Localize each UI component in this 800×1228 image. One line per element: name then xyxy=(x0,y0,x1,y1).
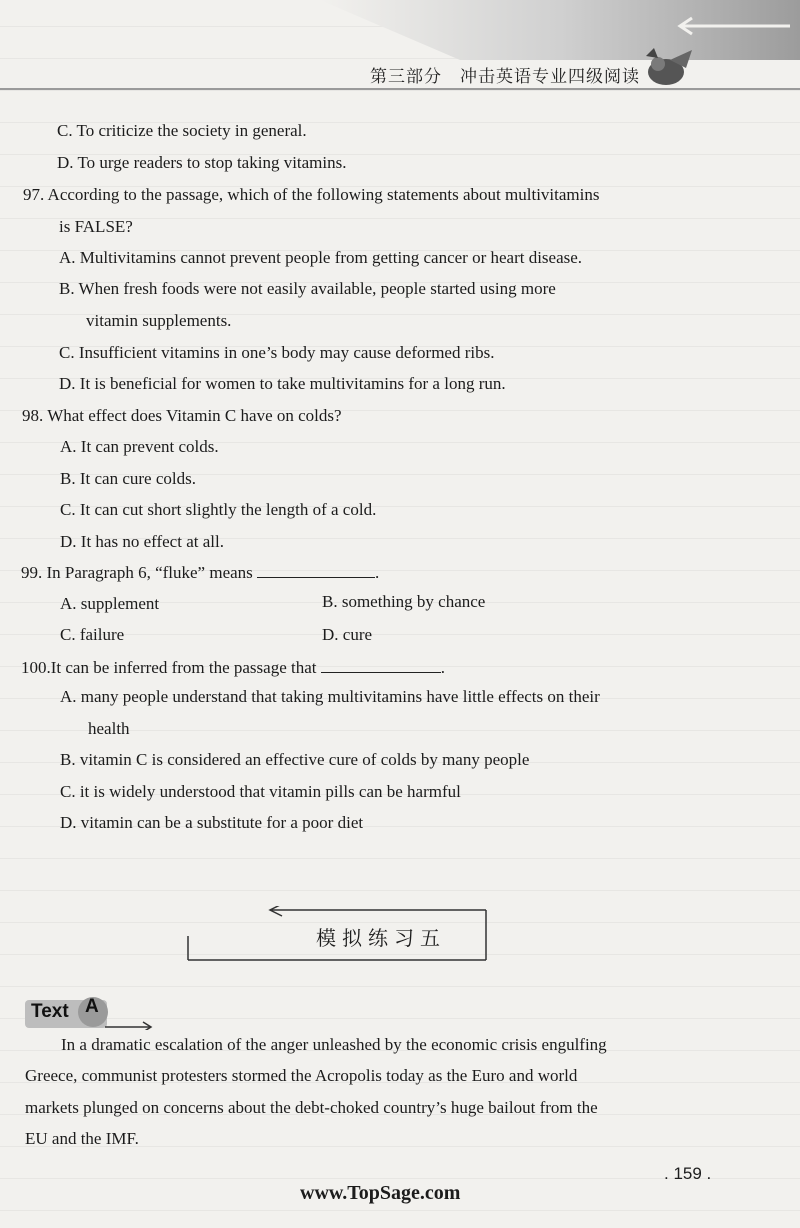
question-100-text: 100.It can be inferred from the passage that xyxy=(21,658,317,677)
text-letter: A xyxy=(85,996,99,1017)
question-99-text: 99. In Paragraph 6, “fluke” means xyxy=(21,563,253,582)
question-97: 97. According to the passage, which of the following statements about multivitamins xyxy=(23,185,600,204)
passage-line: EU and the IMF. xyxy=(25,1129,139,1148)
option-98d: D. It has no effect at all. xyxy=(60,532,224,551)
passage-line: In a dramatic escalation of the anger unleashed by the economic crisis engulfing xyxy=(61,1035,607,1054)
option-99d: D. cure xyxy=(322,625,373,644)
option-98b: B. It can cure colds. xyxy=(60,469,196,488)
exercise-title: 模拟练习五 xyxy=(316,926,446,950)
question-97-cont: is FALSE? xyxy=(59,217,133,236)
option-100d: D. vitamin can be a substitute for a poor diet xyxy=(60,813,364,832)
option-100a: A. many people understand that taking multivitamins have little effects on their xyxy=(60,687,600,706)
option-96d: D. To urge readers to stop taking vitamins. xyxy=(57,153,347,172)
passage-line: Greece, communist protesters stormed the Acropolis today as the Euro and world xyxy=(25,1066,578,1085)
option-97d: D. It is beneficial for women to take multivitamins for a long run. xyxy=(59,374,506,393)
answer-blank xyxy=(321,656,441,673)
question-98: 98. What effect does Vitamin C have on colds? xyxy=(22,406,342,425)
option-99b: B. something by chance xyxy=(322,592,486,611)
question-100: 100.It can be inferred from the passage that . xyxy=(21,658,445,677)
page-number: . 159 . xyxy=(664,1164,712,1183)
option-99c: C. failure xyxy=(60,625,125,644)
section-title: 第三部分 冲击英语专业四级阅读 xyxy=(370,67,640,87)
option-97b: B. When fresh foods were not easily available, people started using more xyxy=(59,279,556,298)
question-99: 99. In Paragraph 6, “fluke” means . xyxy=(21,563,380,582)
header-rule xyxy=(0,88,800,90)
option-100c: C. it is widely understood that vitamin pills can be harmful xyxy=(60,782,461,801)
option-99a: A. supplement xyxy=(60,594,160,613)
answer-blank xyxy=(257,561,375,578)
footer-url: www.TopSage.com xyxy=(300,1182,461,1204)
option-96c: C. To criticize the society in general. xyxy=(57,121,307,140)
mascot-icon xyxy=(636,44,696,88)
passage-line: markets plunged on concerns about the debt-choked country’s huge bailout from the xyxy=(25,1098,598,1117)
option-98c: C. It can cut short slightly the length of a cold. xyxy=(60,500,377,519)
option-100b: B. vitamin C is considered an effective cure of colds by many people xyxy=(60,750,530,769)
option-97b-cont: vitamin supplements. xyxy=(86,311,232,330)
option-98a: A. It can prevent colds. xyxy=(60,437,219,456)
text-label: Text xyxy=(31,1001,69,1022)
option-100a-cont: health xyxy=(88,719,130,738)
option-97a: A. Multivitamins cannot prevent people from getting cancer or heart disease. xyxy=(59,248,583,267)
option-97c: C. Insufficient vitamins in one’s body may cause deformed ribs. xyxy=(59,343,495,362)
header-arrow-band xyxy=(320,0,800,60)
